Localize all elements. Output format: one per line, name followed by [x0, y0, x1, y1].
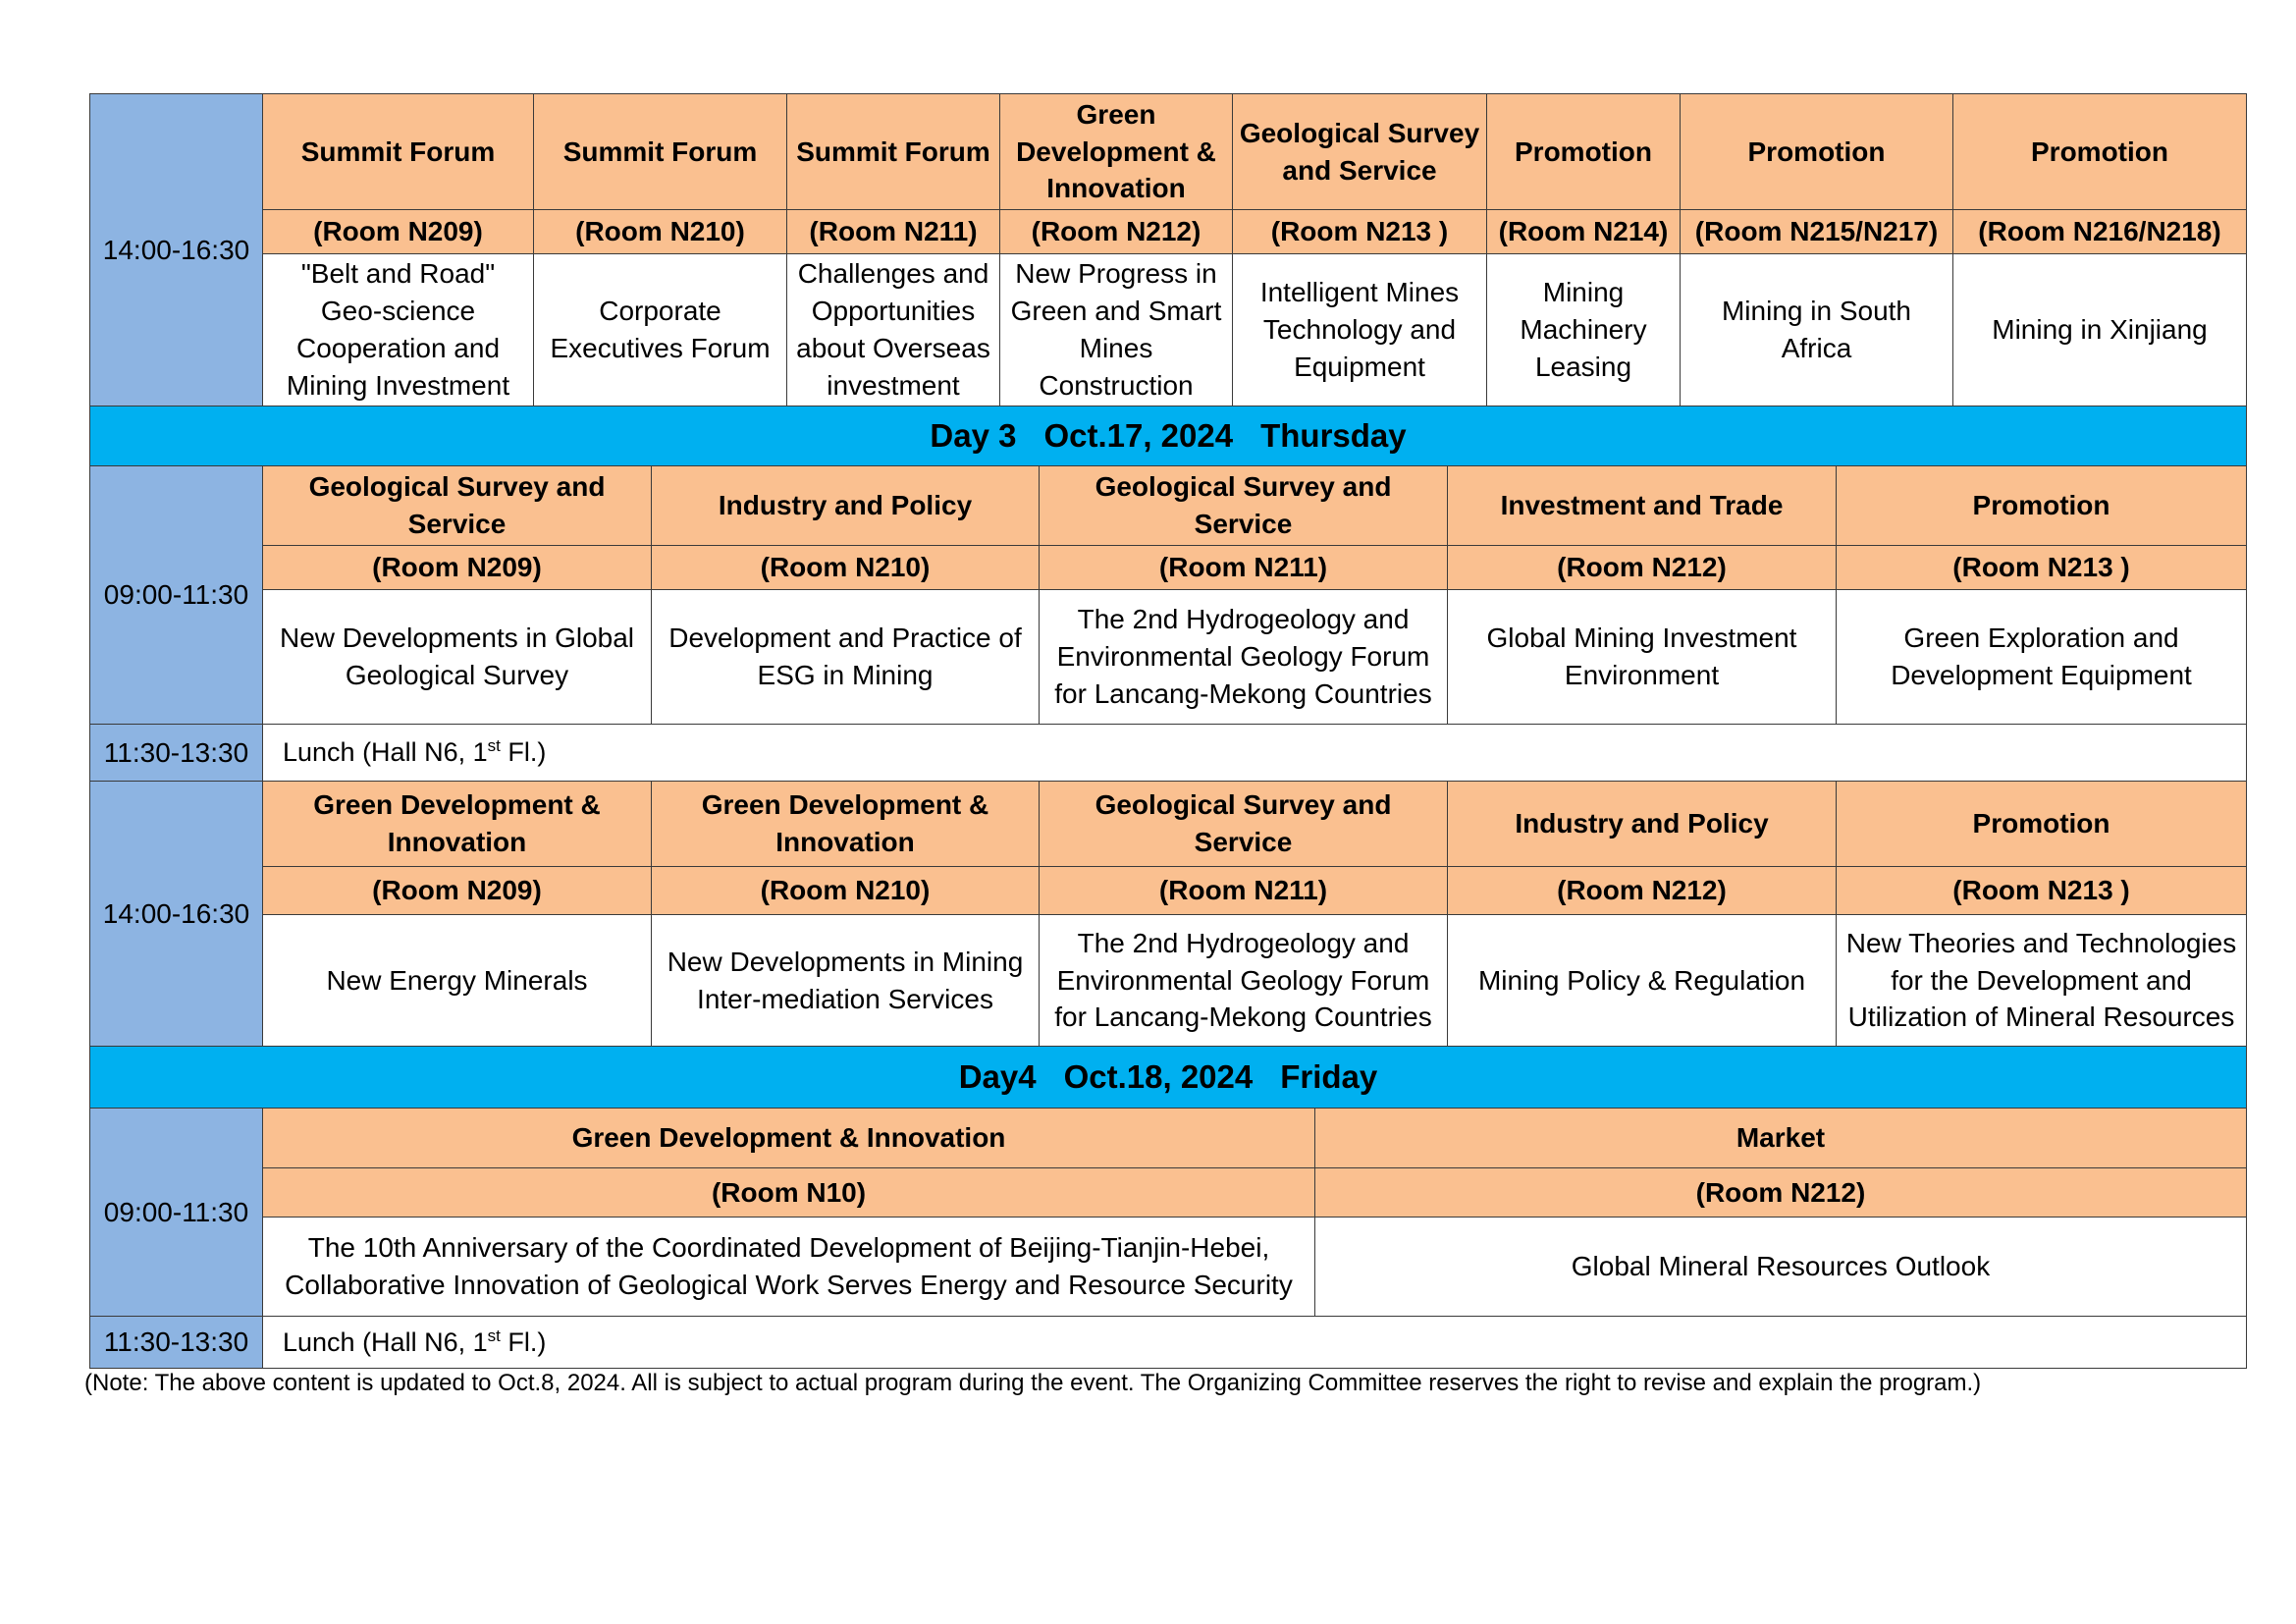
session-category: Promotion [1953, 94, 2247, 210]
session-room: (Room N10) [263, 1168, 1315, 1218]
session-topic: Mining in Xinjiang [1953, 254, 2247, 406]
session-topic: "Belt and Road" Geo-science Cooperation and Mining Investment [263, 254, 534, 406]
session-category: Promotion [1681, 94, 1953, 210]
session-room: (Room N216/N218) [1953, 210, 2247, 254]
session-category: Geological Survey and Service [263, 466, 652, 546]
session-category: Industry and Policy [1448, 782, 1837, 867]
session-category: Green Development & Innovation [263, 1109, 1315, 1168]
session-topic: The 2nd Hydrogeology and Environmental Geology Forum for Lancang-Mekong Countries [1040, 915, 1448, 1047]
session-room: (Room N212) [1448, 867, 1837, 915]
time-slot: 14:00-16:30 [90, 782, 263, 1047]
schedule-table-day2-afternoon [89, 93, 2247, 406]
session-category: Investment and Trade [1448, 466, 1837, 546]
schedule-table-day3 [89, 406, 2247, 1047]
ordinal-suffix: st [487, 1326, 501, 1345]
session-topic: The 2nd Hydrogeology and Environmental Geology Forum for Lancang-Mekong Countries [1040, 590, 1448, 725]
session-room: (Room N212) [1000, 210, 1233, 254]
day-weekday: Thursday [1260, 416, 1407, 454]
session-category: Green Development & Innovation [652, 782, 1040, 867]
session-topic: Challenges and Opportunities about Overseas investment [787, 254, 1000, 406]
session-topic: Mining Policy & Regulation [1448, 915, 1837, 1047]
session-category: Geological Survey and Service [1040, 782, 1448, 867]
session-category: Market [1315, 1109, 2247, 1168]
session-topic: Global Mineral Resources Outlook [1315, 1218, 2247, 1317]
day-date: Oct.17, 2024 [1043, 416, 1234, 454]
session-category: Promotion [1837, 466, 2247, 546]
day-weekday: Friday [1280, 1057, 1378, 1095]
session-category: Promotion [1837, 782, 2247, 867]
session-room: (Room N210) [652, 867, 1040, 915]
session-topic: New Developments in Global Geological Survey [263, 590, 652, 725]
session-topic: New Energy Minerals [263, 915, 652, 1047]
day-date: Oct.18, 2024 [1063, 1057, 1254, 1095]
session-topic: The 10th Anniversary of the Coordinated Development of Beijing-Tianjin-Hebei, Collaborative Innovation of Geological Work Serves Energy and Resource Security [263, 1218, 1315, 1317]
session-category: Industry and Policy [652, 466, 1040, 546]
session-room: (Room N211) [1040, 867, 1448, 915]
session-room: (Room N212) [1315, 1168, 2247, 1218]
footnote: (Note: The above content is updated to Oct.8, 2024. All is subject to actual program during the event. The Organizing Committee reserves the right to revise and explain the program.) [84, 1370, 1982, 1396]
time-slot: 11:30-13:30 [90, 725, 263, 782]
session-category: Green Development & Innovation [263, 782, 652, 867]
session-room: (Room N211) [1040, 546, 1448, 590]
session-category: Summit Forum [534, 94, 787, 210]
session-category: Green Development & Innovation [1000, 94, 1233, 210]
time-slot: 09:00-11:30 [90, 466, 263, 725]
time-slot: 14:00-16:30 [90, 94, 263, 406]
session-room: (Room N211) [787, 210, 1000, 254]
time-slot: 11:30-13:30 [90, 1317, 263, 1369]
session-category: Summit Forum [263, 94, 534, 210]
session-category: Geological Survey and Service [1233, 94, 1487, 210]
session-room: (Room N209) [263, 210, 534, 254]
lunch-row [263, 725, 2247, 782]
schedule-table-day4 [89, 1046, 2247, 1369]
session-room: (Room N209) [263, 546, 652, 590]
day-header [90, 406, 2247, 466]
session-topic: Intelligent Mines Technology and Equipment [1233, 254, 1487, 406]
session-topic: Development and Practice of ESG in Mining [652, 590, 1040, 725]
lunch-text-end: Fl.) [500, 1326, 547, 1357]
day-label: Day 3 [930, 416, 1017, 454]
session-room: (Room N213 ) [1837, 546, 2247, 590]
session-category: Summit Forum [787, 94, 1000, 210]
session-topic: New Progress in Green and Smart Mines Construction [1000, 254, 1233, 406]
time-slot: 09:00-11:30 [90, 1109, 263, 1317]
session-topic: Mining Machinery Leasing [1487, 254, 1681, 406]
session-topic: Global Mining Investment Environment [1448, 590, 1837, 725]
session-room: (Room N212) [1448, 546, 1837, 590]
day-label: Day4 [958, 1057, 1037, 1095]
lunch-text-end: Fl.) [500, 737, 547, 768]
session-category: Geological Survey and Service [1040, 466, 1448, 546]
session-topic: New Theories and Technologies for the Development and Utilization of Mineral Resources [1837, 915, 2247, 1047]
session-topic: Green Exploration and Development Equipment [1837, 590, 2247, 725]
session-room: (Room N210) [652, 546, 1040, 590]
session-room: (Room N210) [534, 210, 787, 254]
session-topic: New Developments in Mining Inter-mediation Services [652, 915, 1040, 1047]
day-header [90, 1047, 2247, 1109]
ordinal-suffix: st [487, 736, 501, 756]
session-room: (Room N213 ) [1233, 210, 1487, 254]
session-topic: Mining in South Africa [1681, 254, 1953, 406]
session-room: (Room N209) [263, 867, 652, 915]
lunch-row [263, 1317, 2247, 1369]
session-topic: Corporate Executives Forum [534, 254, 787, 406]
lunch-text: Lunch (Hall N6, 1 [283, 737, 488, 768]
session-room: (Room N214) [1487, 210, 1681, 254]
session-category: Promotion [1487, 94, 1681, 210]
lunch-text: Lunch (Hall N6, 1 [283, 1326, 488, 1357]
session-room: (Room N215/N217) [1681, 210, 1953, 254]
session-room: (Room N213 ) [1837, 867, 2247, 915]
